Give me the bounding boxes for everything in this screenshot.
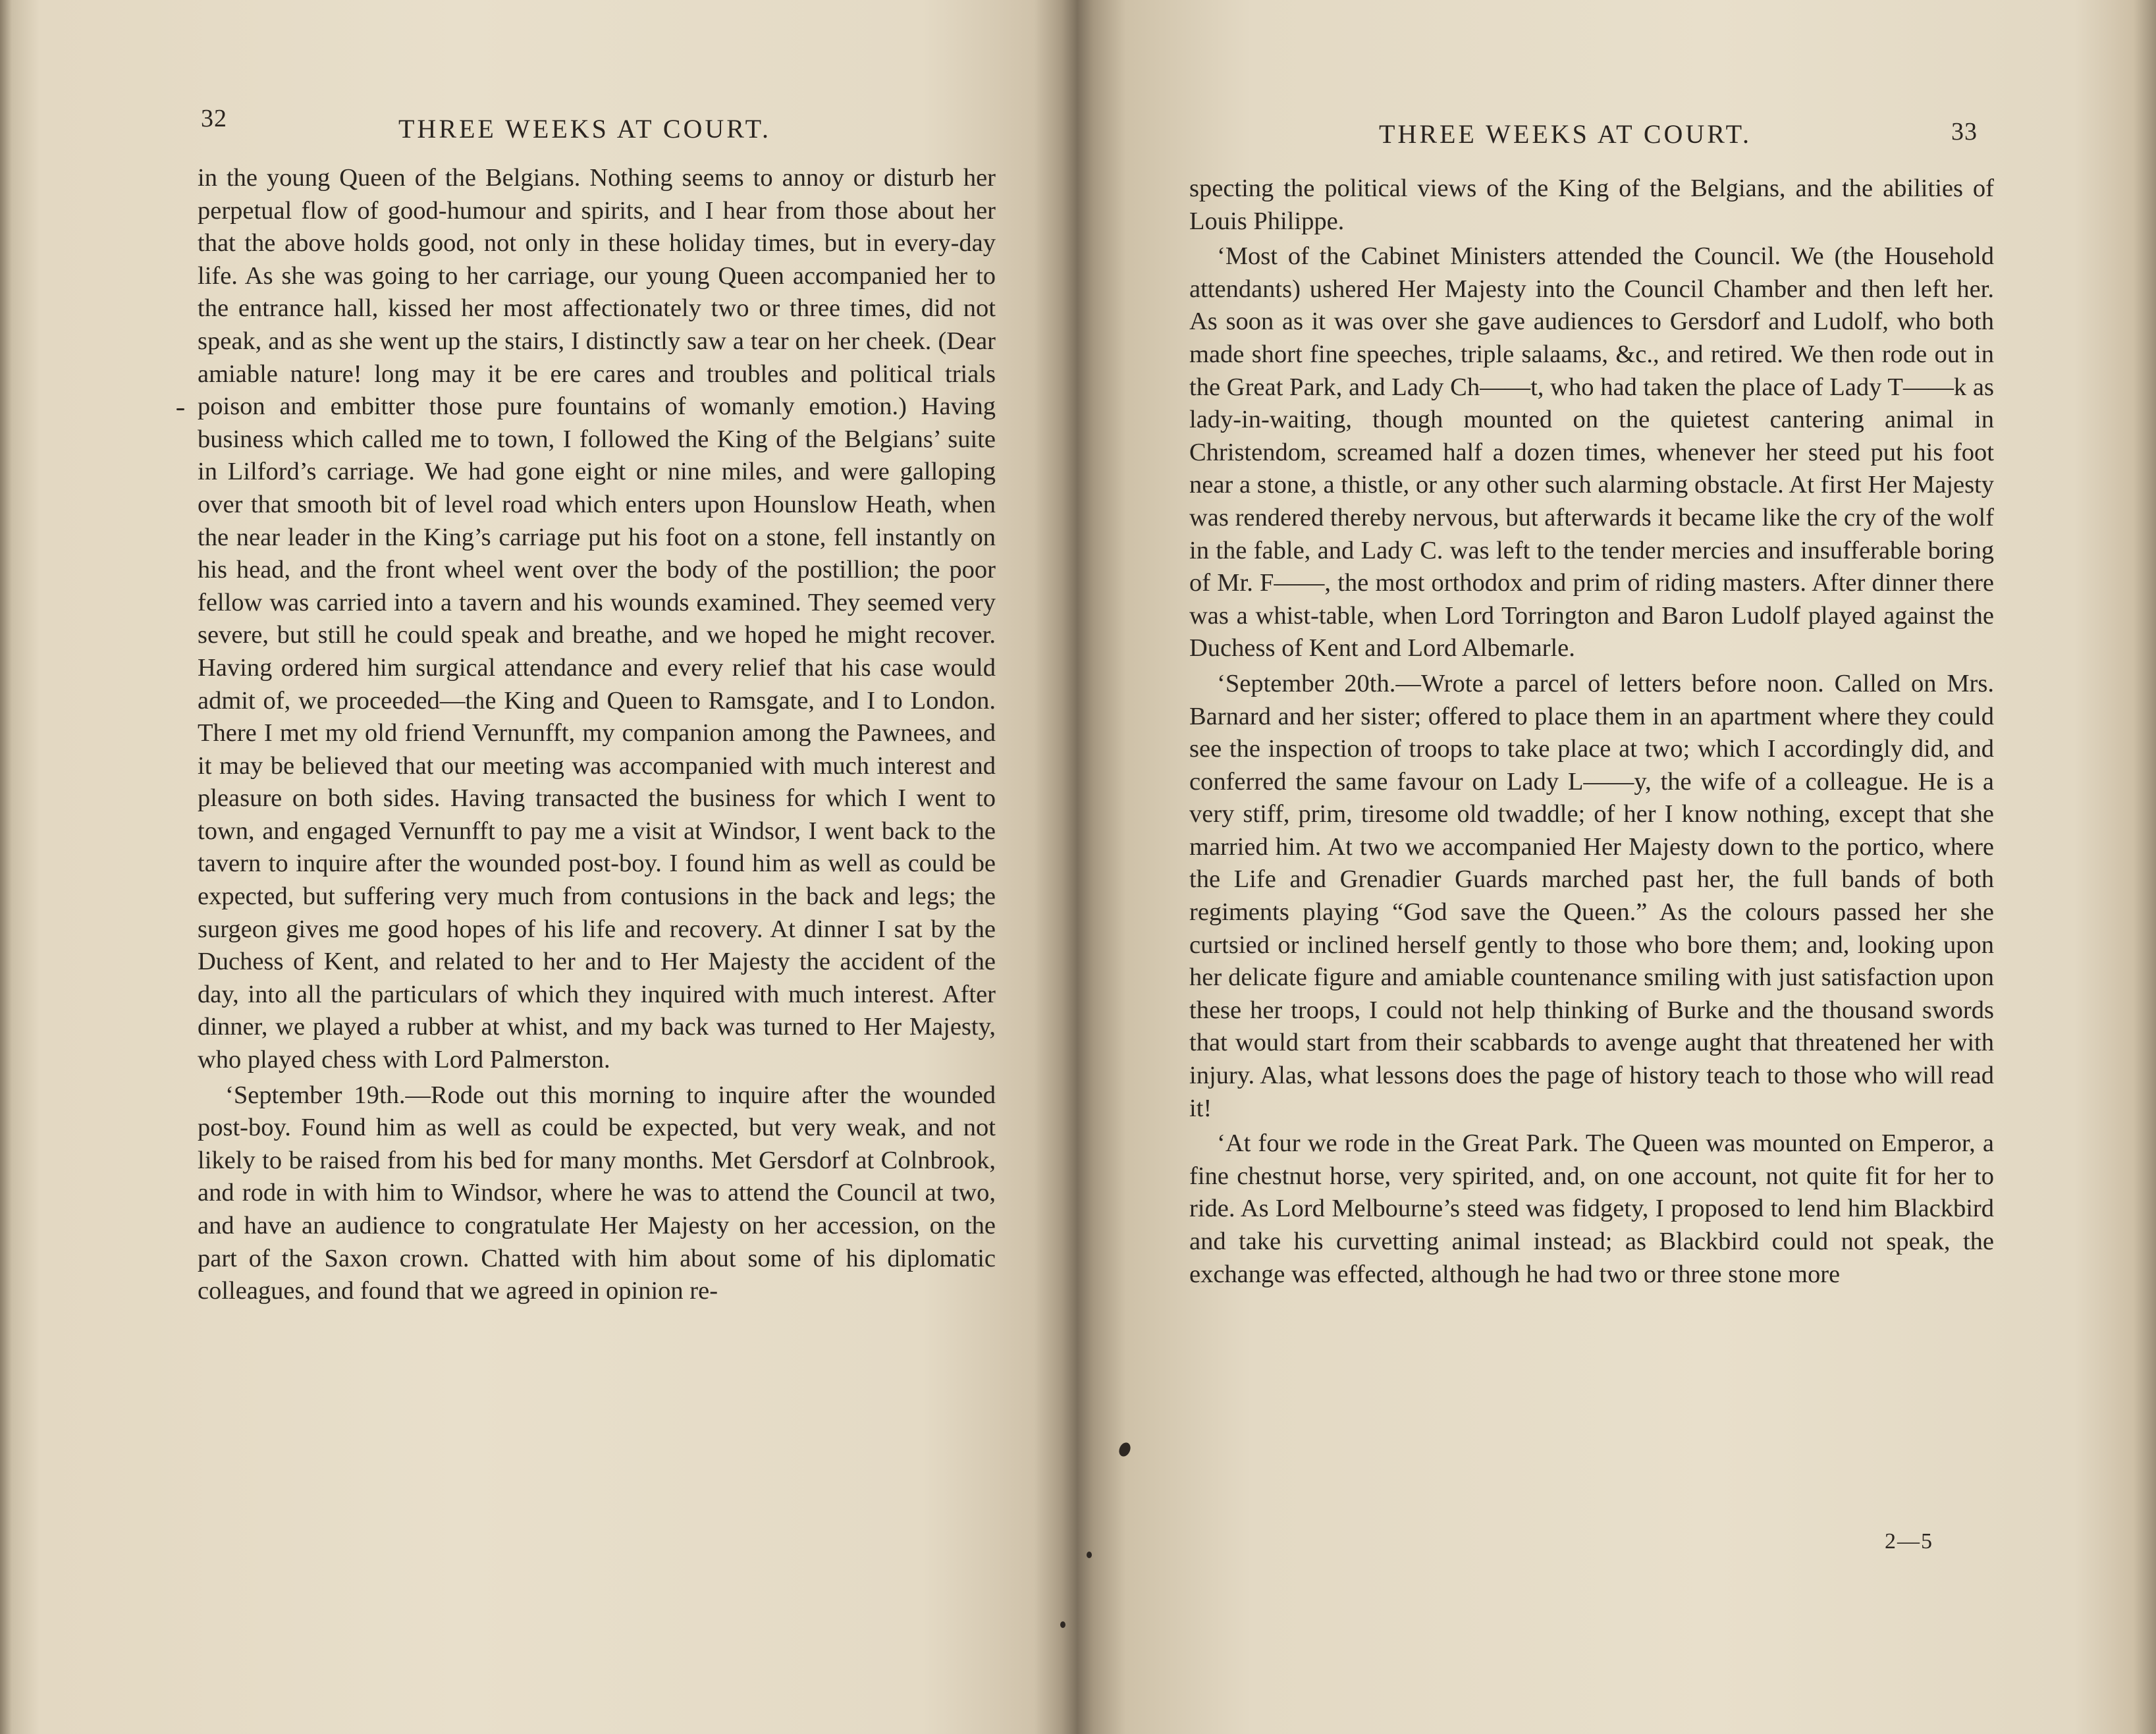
body-text	[198, 162, 996, 1308]
ink-speck	[1060, 1621, 1065, 1628]
right-page	[1077, 0, 2156, 1734]
paragraph: specting the political views of the King of the Belgians, and the abilities of Louis Philippe.	[1189, 175, 1994, 235]
paragraph: ‘At four we rode in the Great Park. The Queen was mounted on Emperor, a fine chestnut horse, very spirited, and, on one account, not quite fit for her to ride. As Lord Melbourne’s steed was fidgety, I proposed to lend him Blackbird and take his curvetting animal instead; as Blackbird could not speak, the exchange was effected, although he had two or three stone more	[1189, 1129, 1994, 1288]
body-text	[1189, 173, 1994, 1291]
paragraph: ‘September 19th.—Rode out this morning to inquire after the wounded post-boy. Found him as well as could be expected, but very weak, and not likely to be raised from his bed for many months. Met Gersdorf at Colnbrook, and rode in with him to Windsor, where he was to attend the Council at two, and have an audience to congratulate Her Majesty on her accession, on the part of the Saxon crown. Chatted with him about some of his diplomatic colleagues, and found that we agreed in opinion re-	[198, 1081, 996, 1305]
ink-speck	[176, 408, 184, 410]
running-head: THREE WEEKS AT COURT.	[398, 114, 772, 144]
page-number: 32	[201, 105, 227, 132]
left-page	[0, 0, 1077, 1734]
ink-speck	[1087, 1552, 1092, 1558]
running-head: THREE WEEKS AT COURT.	[1379, 119, 1752, 149]
page-number: 33	[1951, 118, 1978, 146]
signature-mark: 2—5	[1885, 1529, 1933, 1554]
paragraph: ‘Most of the Cabinet Ministers attended the Council. We (the Household attendants) ushered Her Majesty into the Council Chamber and then left her. As soon as it was over she gave audiences to Gersdorf and Ludolf, who both made short fine speeches, triple salaams, &c., and retired. We then rode out in the Great Park, and Lady Ch——t, who had taken the place of Lady T——k as lady-in-waiting, though mounted on the quietest cantering animal in Christendom, screamed half a dozen times, whenever her steed put his foot near a stone, a thistle, or any other such alarming obstacle. At first Her Majesty was rendered thereby nervous, but afterwards it became like the cry of the wolf in the fable, and Lady C. was left to the tender mercies and insufferable boring of Mr. F——, the most orthodox and prim of riding masters. After dinner there was a whist-table, when Lord Torrington and Baron Ludolf played against the Duchess of Kent and Lord Albemarle.	[1189, 242, 1994, 663]
paragraph: ‘September 20th.—Wrote a parcel of letters before noon. Called on Mrs. Barnard and her sister; offered to place them in an apartment where they could see the inspection of troops to take place at two; which I accordingly did, and conferred the same favour on Lady L——y, the wife of a colleague. He is a very stiff, prim, tiresome old twaddle; of her I know nothing, except that she married him. At two we accompanied Her Majesty down to the portico, where the Life and Grenadier Guards marched past her, the full bands of both regiments playing “God save the Queen.” As the colours passed her she curtsied or inclined herself gently to those who bore them; and, looking upon her delicate figure and amiable countenance smiling with just satisfaction upon these her troops, I could not help thinking of Burke and the thousand swords that would start from their scabbards to avenge aught that threatened her with injury. Alas, what lessons does the page of history teach to those who will read it!	[1189, 669, 1994, 1122]
paragraph: in the young Queen of the Belgians. Nothing seems to annoy or disturb her perpetual flow of good-humour and spirits, and I hear from those about her that the above holds good, not only in these holiday times, but in every-day life. As she was going to her carriage, our young Queen accompanied her to the entrance hall, kissed her most affectionately two or three times, did not speak, and as she went up the stairs, I distinctly saw a tear on her cheek. (Dear amiable nature! long may it be ere cares and troubles and political trials poison and embitter those pure fountains of womanly emotion.) Having business which called me to town, I followed the King of the Belgians’ suite in Lilford’s carriage. We had gone eight or nine miles, and were galloping over that smooth bit of level road which enters upon Hounslow Heath, when the near leader in the King’s carriage put his foot on a stone, fell instantly on his head, and the front wheel went over the body of the postillion; the poor fellow was carried into a tavern and his wounds examined. They seemed very severe, but still he could speak and breathe, and we hoped he might recover. Having ordered him surgical attendance and every relief that his case would admit of, we proceeded—the King and Queen to Ramsgate, and I to London. There I met my old friend Vernunfft, my companion among the Pawnees, and it may be believed that our meeting was accompanied with much interest and pleasure on both sides. Having transacted the business for which I went to town, and engaged Vernunfft to pay me a visit at Windsor, I went back to the tavern to inquire after the wounded post-boy. I found him as well as could be expected, but suffering very much from contusions in the back and legs; the surgeon gives me good hopes of his life and recovery. At dinner I sat by the Duchess of Kent, and related to her and to Her Majesty the accident of the day, into all the particulars of which they inquired with much interest. After dinner, we played a rubber at whist, and my back was turned to Her Majesty, who played chess with Lord Palmerston.	[198, 164, 996, 1074]
